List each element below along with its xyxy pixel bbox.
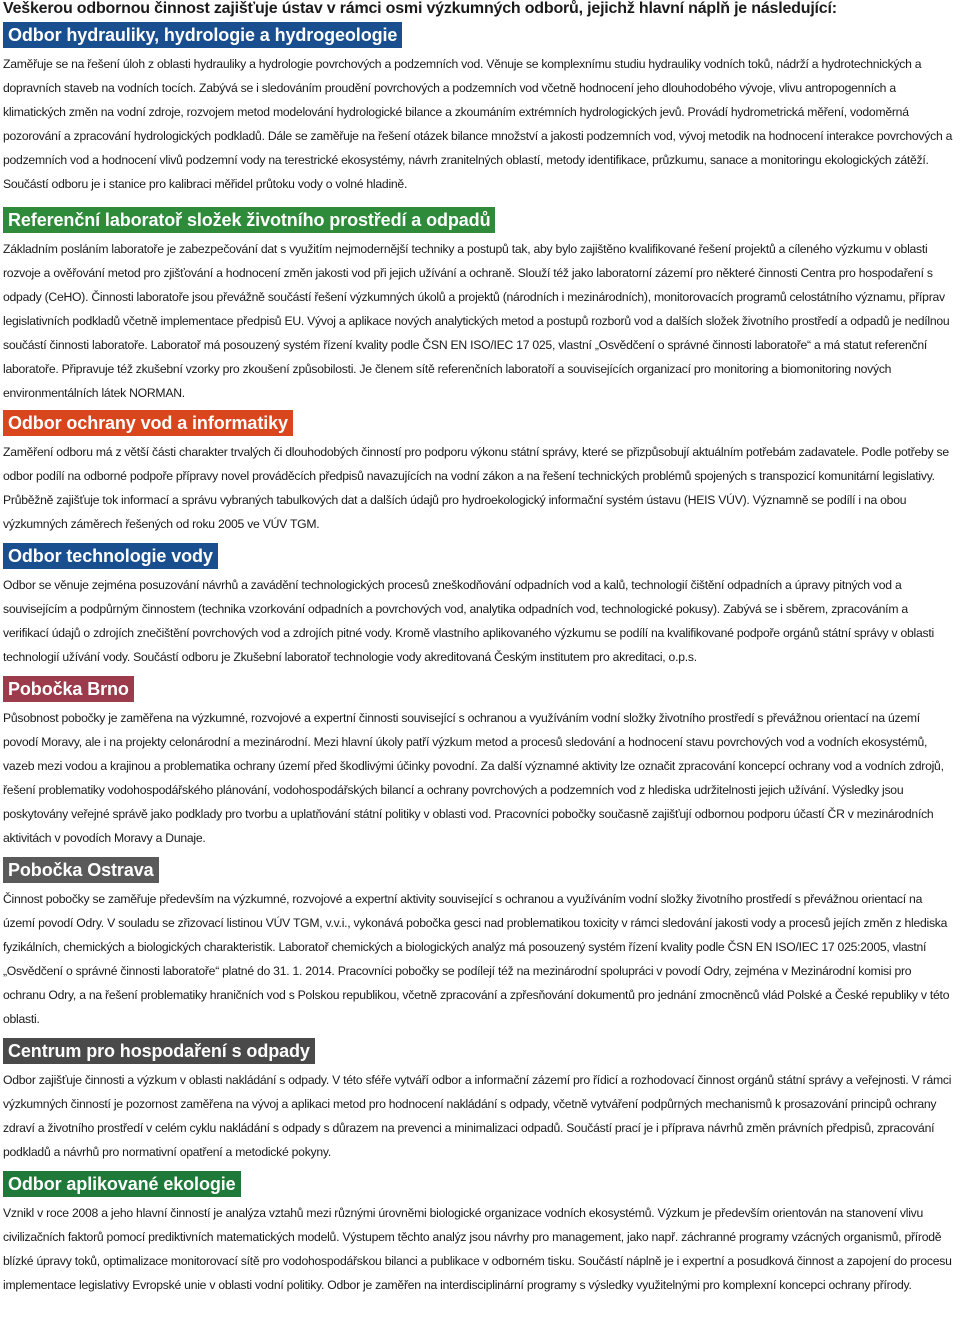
section-title: Centrum pro hospodaření s odpady: [3, 1038, 315, 1064]
section-text: Činnost pobočky se zaměřuje především na výzkumné, rozvojové a expertní aktivity související s ochranou a využíváním vodní složky životního prostředí s převážnou orientací na území povodí Odry. V souladu se zřizovací listinou VÚV TGM, v.v.i., vykonává pobočka gesci nad problematikou toxicity v rámci sledování jakosti vody a procesů jejích změn z hlediska fyzikálních, chemických a biologických charakteristik. Laboratoř chemických a biologických analýz má posouzený systém řízení kvality podle ČSN EN ISO/IEC 17 025:2005, vlastní „Osvědčení o správné činnosti laboratoře“ platné do 31. 1. 2014. Pracovníci pobočky se podílejí též na mezinárodní spolupráci v povodí Odry, zejména v Mezinárodní komisi pro ochranu Odry, a na řešení problematiky hraničních vod s Polskou republikou, včetně zpracování a zpřesňování dokumentů pro jednání zmocněnců vlád Polské a České republiky v této oblasti.: [3, 892, 950, 1026]
section-title: Pobočka Ostrava: [3, 857, 159, 883]
section-pobocka-brno: [3, 676, 954, 857]
section-text: Zaměřuje se na řešení úloh z oblasti hydrauliky a hydrologie povrchových a podzemních vod. Věnuje se komplexnímu studiu hydrauliky vodních toků, nádrží a hydrotechnických a dopravních staveb na vodních tocích. Zabývá se i sledováním proudění povrchových a podzemních vod včetně hodnocení jeho dlouhodobého vývoje, vlivu antropogenních a klimatických změn na vodní zdroje, rozvojem metod modelování hydrologické bilance a zkoumáním extrémních hydrologických jevů. Provádí hydrometrická měření, vodoměrná pozorování a zpracování hydrologických podkladů. Dále se zaměřuje na řešení otázek bilance množství a jakosti podzemních vod, vývoj metodik na hodnocení interakce povrchových a podzemních vod a hodnocení vlivů podzemní vody na terestrické ekosystémy, návrh zranitelných oblastí, metody identifikace, průzkumu, sanace a monitoringu ekologických zátěží. Součástí odboru je i stanice pro kalibraci měřidel průtoku vody o volné hladině.: [3, 57, 953, 191]
section-text: Odbor se věnuje zejména posuzování návrhů a zavádění technologických procesů zneškodňování odpadních vod a kalů, technologií čištění odpadních a úpravy pitných vod a souvisejícím a podpůrným činnostem (technika vzorkování odpadních a povrchových vod, analytika odpadních vod, technologické pokusy). Zabývá se i sběrem, zpracováním a verifikací údajů o zdrojích znečištění povrchových vod a zdrojích pitné vody. Kromě vlastního aplikovaného výzkumu se podílí na kvalifikované podpoře orgánů státní správy v oblasti technologií užívání vody. Součástí odboru je Zkušební laboratoř technologie vody akreditovaná Českým institutem pro akreditaci, o.p.s.: [3, 578, 934, 664]
intro-text: Veškerou odbornou činnost zajišťuje ústav v rámci osmi výzkumných odborů, jejichž hlavní náplň je následující:: [3, 0, 837, 17]
section-text: Základním posláním laboratoře je zabezpečování dat s využitím nejmodernější techniky a postupů tak, aby bylo zajištěno kvalifikované řešení projektů a cíleného výzkumu v oblasti rozvoje a ověřování metod pro zjišťování a hodnocení změn jakosti vod při jejich užívání a ochraně. Slouží též jako laboratorní zázemí pro některé činnosti Centra pro hospodaření s odpady (CeHO). Činnosti laboratoře jsou převážně součástí řešení výzkumných úkolů a projektů (národních i mezinárodních), monitorovacích programů celostátního významu, příprav legislativních podkladů včetně implementace předpisů EU. Vývoj a aplikace nových analytických metod a postupů rozborů vod a dalších složek životního prostředí a odpadů je nedílnou součástí činnosti laboratoře. Laboratoř má posouzený systém řízení kvality podle ČSN EN ISO/IEC 17 025, vlastní „Osvědčení o správné činnosti laboratoře“ a má statut referenční laboratoře. Připravuje též zkušební vzorky pro zkoušení způsobilosti. Je členem sítě referenčních laboratoří a souvisejících organizací pro monitoring a biomonitoring nových environmentálních látek NORMAN.: [3, 242, 950, 400]
section-title: Odbor technologie vody: [3, 543, 218, 569]
section-title: Referenční laboratoř složek životního prostředí a odpadů: [3, 207, 495, 233]
section-centrum-odpady: [3, 1038, 954, 1171]
section-technologie-vody: [3, 543, 954, 676]
section-text: Odbor zajišťuje činnosti a výzkum v oblasti nakládání s odpady. V této sféře vytváří odbor a informační zázemí pro řídicí a rozhodovací činnost orgánů státní správy a veřejnosti. V rámci výzkumných činností je pozornost zaměřena na vývoj a aplikaci metod pro hodnocení nakládání s odpady, včetně vytváření podpůrných mechanismů k prosazování principů ochrany zdraví a životního prostředí v celém cyklu nakládání s odpady s důrazem na prevenci a minimalizaci odpadů. Součástí prací je i příprava návrhů změn právních předpisů, zpracování podkladů a návrhů pro normativní opatření a metodické pokyny.: [3, 1073, 952, 1159]
section-text: Působnost pobočky je zaměřena na výzkumné, rozvojové a expertní činnosti související s ochranou a využíváním vodní složky životního prostředí s převážnou orientací na území povodí Moravy, ale i na projekty celonárodní a mezinárodní. Mezi hlavní úkoly patří výzkum metod a procesů sledování a hodnocení stavu povrchových vod a vodních ekosystémů, vazeb mezi vodou a krajinou a problematika ochrany území před škodlivými účinky povodní. Za další významné aktivity lze označit zpracování koncepcí ochrany vod a vodních zdrojů, řešení problematiky vodohospodářského plánování, vodohospodářských bilancí a ochrany povrchových a podzemních vod z hlediska udržitelnosti jejich užívání. Výsledky jsou poskytovány veřejné správě jako podklady pro tvorbu a uplatňování státní politiky v oblasti vod. Pracovníci pobočky současně zajišťují odbornou podporu účastí ČR v mezinárodních aktivitách v povodích Moravy a Dunaje.: [3, 711, 944, 845]
section-title: Odbor aplikované ekologie: [3, 1171, 241, 1197]
section-title: Odbor ochrany vod a informatiky: [3, 410, 293, 436]
section-hydraulika: [3, 22, 954, 207]
section-title: Odbor hydrauliky, hydrologie a hydrogeologie: [3, 22, 402, 48]
section-title: Pobočka Brno: [3, 676, 134, 702]
section-laborator: [3, 207, 954, 410]
section-pobocka-ostrava: [3, 857, 954, 1038]
section-ochrana-vod: [3, 410, 954, 543]
section-text: Zaměření odboru má z větší části charakter trvalých či dlouhodobých činností pro podporu výkonu státní správy, které se přizpůsobují aktuálním potřebám zadavatele. Podle potřeby se odbor podílí na odborné podpoře přípravy novel prováděcích předpisů navazujících na vodní zákon a na řešení technických problémů spojených s transpozicí komunitární legislativy. Průběžně zajišťuje tok informací a správu vybraných tabulkových dat a dalších údajů pro hydroekologický informační systém ústavu (HEIS VÚV). Významně se podílí i na obou výzkumných záměrech řešených od roku 2005 ve VÚV TGM.: [3, 445, 949, 531]
section-text: Vznikl v roce 2008 a jeho hlavní činností je analýza vztahů mezi různými úrovněmi biologické organizace vodních ekosystémů. Výzkum je především orientován na stanovení vlivu civilizačních faktorů pomocí prediktivních matematických modelů. Výstupem těchto analýz jsou návrhy pro management, jako např. záchranné programy vzácných organismů, přírodě blízké úpravy toků, optimalizace monitorovací sítě pro vodohospodářskou bilanci a publikace v odborném tisku. Součástí náplně je i expertní a posudková činnost a zapojení do procesu implementace legislativy Evropské unie v oblasti vodní politiky. Odbor je zaměřen na interdisciplinární programy s výsledky využitelnými pro komplexní koncepci ochrany přírody.: [3, 1206, 952, 1292]
section-aplikovana-ekologie: [3, 1171, 954, 1321]
